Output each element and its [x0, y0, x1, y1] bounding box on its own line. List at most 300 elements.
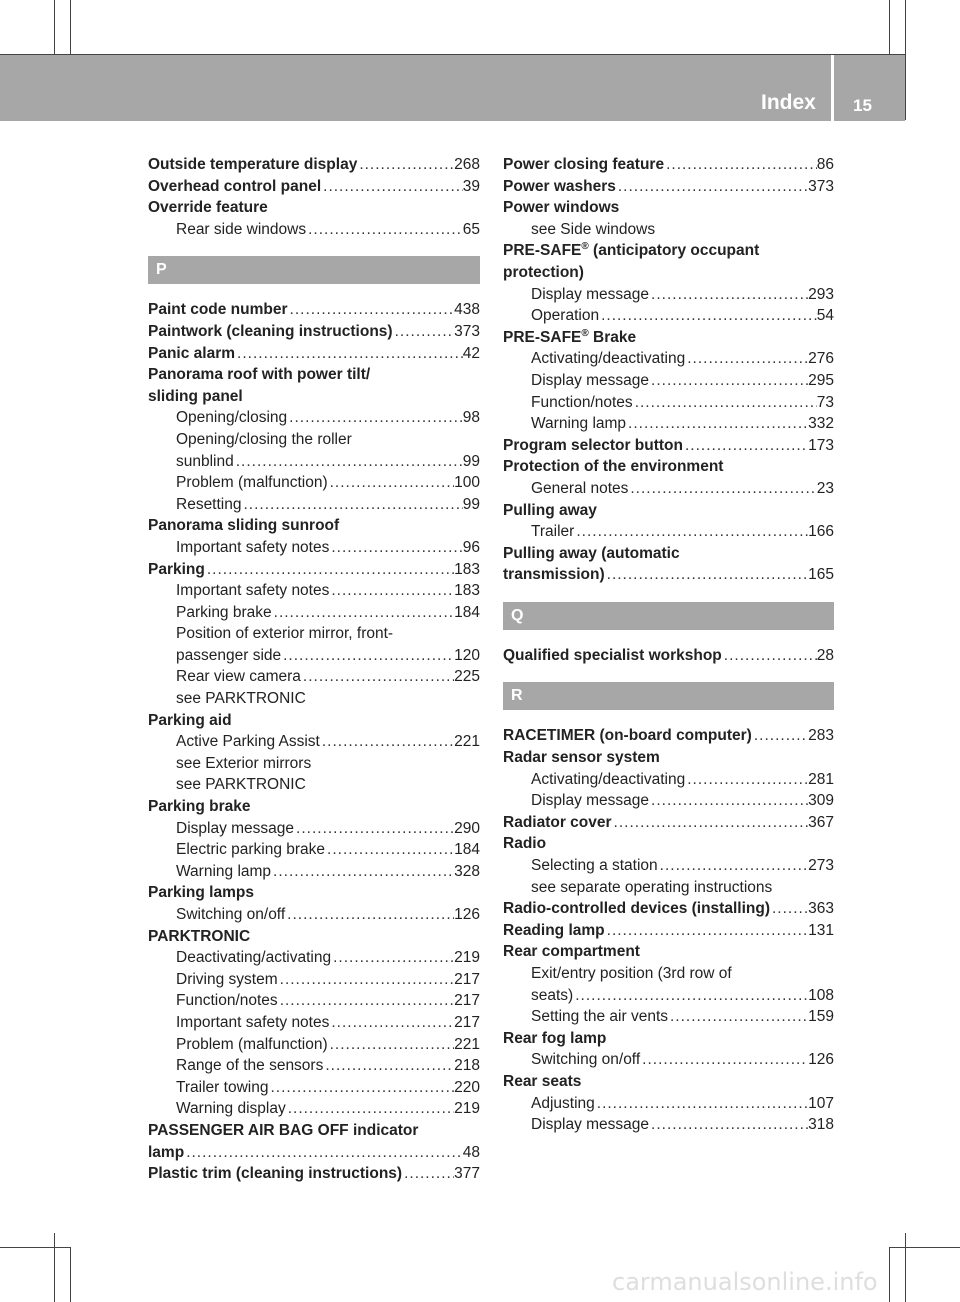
dot-leader [595, 1093, 808, 1115]
entry-term: Exit/entry position (3rd row of [531, 965, 732, 982]
header-divider [831, 55, 834, 121]
page-ref: 373 [808, 177, 834, 195]
index-entry[interactable] [503, 1114, 834, 1136]
index-entry[interactable] [148, 947, 480, 969]
dot-leader [329, 580, 454, 602]
entry-term: Driving system [176, 970, 278, 988]
page-ref: 373 [454, 322, 480, 340]
index-entry[interactable] [148, 602, 480, 624]
section-heading: Q [503, 602, 834, 630]
crop-mark [905, 0, 906, 120]
entry-term: Opening/closing [176, 409, 288, 427]
entry-term: Important safety notes [176, 538, 330, 556]
dot-leader [752, 725, 808, 747]
entry-term: Activating/deactivating [531, 350, 686, 368]
index-entry[interactable] [503, 725, 834, 747]
dot-leader [288, 299, 455, 321]
index-entry[interactable] [503, 176, 834, 198]
entry-term: PRE-SAFE [503, 242, 582, 260]
page-ref: 96 [462, 538, 480, 556]
dot-leader [331, 947, 454, 969]
index-entry[interactable] [503, 985, 834, 1007]
entry-term: Setting the air vents [531, 1008, 668, 1026]
index-line [503, 877, 834, 899]
dot-leader [605, 564, 808, 586]
crop-mark [889, 0, 890, 54]
entry-term: Activating/deactivating [531, 770, 686, 788]
entry-term: lamp [148, 1143, 185, 1161]
entry-term: Radar sensor system [503, 749, 660, 767]
index-line [148, 515, 480, 537]
index-entry[interactable] [148, 176, 480, 198]
crop-mark [0, 1247, 70, 1248]
page-ref: 73 [816, 393, 834, 411]
section-heading: P [148, 256, 480, 284]
dot-leader [329, 537, 462, 559]
page-ref: 281 [808, 770, 834, 788]
index-line [503, 262, 834, 284]
dot-leader [722, 645, 817, 667]
index-entry[interactable] [503, 855, 834, 877]
page-ref: 377 [454, 1165, 480, 1183]
page-ref: 290 [454, 819, 480, 837]
entry-term: Display message [531, 1116, 650, 1134]
index-entry[interactable] [503, 392, 834, 414]
index-entry[interactable] [503, 769, 834, 791]
page-ref: 309 [808, 792, 834, 810]
index-line [148, 429, 480, 451]
entry-term: see Side windows [531, 220, 656, 238]
entry-term: Adjusting [531, 1094, 595, 1112]
page-ref: 293 [808, 285, 834, 303]
entry-term: see Exterior mirrors [176, 754, 312, 772]
dot-leader [271, 861, 454, 883]
entry-term: seats) [531, 986, 574, 1004]
registered-mark: ® [581, 241, 589, 253]
index-entry[interactable] [148, 731, 480, 753]
index-entry[interactable] [503, 790, 834, 812]
page-ref: 367 [808, 813, 834, 831]
page-title: Index [761, 91, 816, 114]
entry-term: Pulling away (automatic [503, 544, 680, 562]
page-ref: 318 [808, 1116, 834, 1134]
index-entry[interactable] [148, 1077, 480, 1099]
index-line [503, 1028, 834, 1050]
dot-leader [393, 321, 455, 343]
section-heading: R [503, 682, 834, 710]
index-entry[interactable] [148, 494, 480, 516]
page-ref: 108 [808, 986, 834, 1004]
dot-leader [574, 521, 808, 543]
entry-term: Paint code number [148, 301, 288, 319]
entry-term: Problem (malfunction) [176, 1035, 328, 1053]
index-entry[interactable] [503, 1006, 834, 1028]
index-entry[interactable] [148, 990, 480, 1012]
dot-leader [268, 1077, 454, 1099]
page-ref: 295 [808, 371, 834, 389]
entry-term: Pulling away [503, 501, 597, 519]
page-ref: 438 [454, 301, 480, 319]
index-line [148, 364, 480, 386]
page-ref: 225 [454, 668, 480, 686]
dot-leader [321, 176, 463, 198]
entry-term: Protection of the environment [503, 458, 724, 476]
entry-term: Display message [176, 819, 295, 837]
dot-leader [668, 1006, 808, 1028]
page-ref: 273 [808, 857, 834, 875]
index-entry[interactable] [148, 818, 480, 840]
entry-term: Rear fog lamp [503, 1029, 607, 1047]
index-line [503, 327, 834, 349]
page-ref: 217 [454, 970, 480, 988]
entry-term: Program selector button [503, 436, 683, 454]
dot-leader [241, 494, 462, 516]
entry-term: Override feature [148, 199, 268, 217]
entry-term: Switching on/off [531, 1051, 641, 1069]
index-line [148, 197, 480, 219]
index-entry[interactable] [503, 564, 834, 586]
index-entry[interactable] [148, 1012, 480, 1034]
dot-leader [685, 348, 808, 370]
index-entry[interactable] [503, 1093, 834, 1115]
entry-term: Panic alarm [148, 344, 236, 362]
dot-leader [683, 435, 808, 457]
index-entry[interactable] [503, 348, 834, 370]
index-line [148, 386, 480, 408]
entry-term: Parking aid [148, 711, 232, 729]
entry-term: Panorama roof with power tilt/ [148, 366, 371, 384]
index-entry[interactable] [503, 521, 834, 543]
index-line [503, 963, 834, 985]
entry-term: Radiator cover [503, 813, 612, 831]
index-entry[interactable] [503, 898, 834, 920]
entry-term: transmission) [503, 566, 605, 584]
page-ref: 120 [454, 646, 480, 664]
crop-mark [889, 1247, 960, 1248]
dot-leader [616, 176, 808, 198]
index-entry[interactable] [148, 580, 480, 602]
entry-term: Position of exterior mirror, front- [176, 625, 394, 643]
entry-term: Display message [531, 371, 650, 389]
page-ref: 98 [462, 409, 480, 427]
entry-term: Warning display [176, 1100, 286, 1118]
page-ref: 42 [462, 344, 480, 362]
entry-term: Resetting [176, 495, 242, 513]
entry-term: Outside temperature display [148, 156, 358, 173]
entry-term: sliding panel [148, 387, 243, 405]
dot-leader [402, 1163, 454, 1185]
index-line [503, 240, 834, 262]
dot-leader [205, 559, 454, 581]
page-ref: 221 [454, 733, 480, 751]
index-entry[interactable] [148, 321, 480, 343]
entry-term: Parking brake [176, 603, 272, 621]
dot-leader [184, 1142, 463, 1164]
entry-term: Trailer [531, 523, 575, 541]
index-entry[interactable] [503, 645, 834, 667]
dot-leader [328, 1034, 455, 1056]
index-entry[interactable] [503, 413, 834, 435]
page-ref: 332 [808, 415, 834, 433]
index-line [148, 753, 480, 775]
entry-term: Rear seats [503, 1072, 582, 1090]
index-entry[interactable] [148, 299, 480, 321]
page-ref: 39 [462, 177, 480, 195]
page-ref: 126 [808, 1051, 834, 1069]
registered-mark: ® [581, 327, 589, 339]
page-ref: 221 [454, 1035, 480, 1053]
index-line [148, 882, 480, 904]
dot-leader [605, 920, 808, 942]
index-entry[interactable] [503, 154, 834, 176]
page-ref: 65 [462, 220, 480, 238]
entry-term: Display message [531, 792, 650, 810]
dot-leader [685, 769, 808, 791]
watermark: carmanualsonline.info [612, 1268, 878, 1296]
dot-leader [770, 898, 808, 920]
entry-term: Deactivating/activating [176, 949, 332, 967]
index-line [148, 710, 480, 732]
entry-term: Parking [148, 560, 205, 578]
entry-term: Warning lamp [176, 862, 272, 880]
index-column-right [503, 154, 834, 1136]
entry-term: PASSENGER AIR BAG OFF indicator [148, 1121, 419, 1139]
entry-term: Radio [503, 835, 547, 853]
dot-leader [633, 392, 817, 414]
page-ref: 126 [454, 906, 480, 923]
entry-term: Operation [531, 307, 600, 325]
index-line [503, 197, 834, 219]
entry-term: Power washers [503, 177, 616, 195]
dot-leader [278, 990, 454, 1012]
entry-term: protection) [503, 263, 584, 281]
page-ref: 184 [454, 841, 480, 859]
entry-term: Radio-controlled devices (installing) [503, 900, 770, 918]
page-ref: 99 [462, 452, 480, 470]
index-entry[interactable] [148, 154, 480, 176]
index-entry[interactable] [503, 284, 834, 306]
dot-leader [301, 666, 454, 688]
page-ref: 166 [808, 523, 834, 541]
page-ref: 183 [454, 582, 480, 600]
entry-term: Trailer towing [176, 1078, 269, 1096]
entry-term: Display message [531, 285, 650, 303]
dot-leader [664, 154, 817, 176]
index-line [148, 623, 480, 645]
dot-leader [285, 904, 454, 926]
crop-mark [70, 0, 71, 54]
page-ref: 328 [454, 862, 480, 880]
page-ref: 217 [454, 992, 480, 1010]
index-entry[interactable] [148, 343, 480, 365]
index-entry[interactable] [148, 472, 480, 494]
page-ref: 99 [462, 495, 480, 513]
index-entry[interactable] [503, 435, 834, 457]
index-line [148, 774, 480, 796]
index-entry[interactable] [148, 1098, 480, 1120]
index-line [148, 1120, 480, 1142]
entry-term: Parking brake [148, 798, 251, 816]
dot-leader [649, 1114, 808, 1136]
page-ref: 23 [816, 479, 834, 497]
page-ref: 220 [454, 1078, 480, 1096]
page-number: 15 [853, 96, 872, 115]
page-ref: 219 [454, 1100, 480, 1118]
crop-mark [889, 1247, 890, 1302]
dot-leader [281, 645, 454, 667]
page-ref: 363 [808, 900, 834, 918]
index-entry[interactable] [148, 1034, 480, 1056]
entry-term: RACETIMER (on-board computer) [503, 727, 752, 745]
entry-term: sunblind [176, 452, 234, 470]
index-line [503, 500, 834, 522]
dot-leader [357, 154, 454, 176]
entry-term: Active Parking Assist [176, 733, 320, 751]
entry-term: PARKTRONIC [148, 927, 251, 945]
index-entry[interactable] [148, 1142, 480, 1164]
index-line [503, 747, 834, 769]
entry-term: Selecting a station [531, 857, 658, 875]
entry-term: Function/notes [531, 393, 633, 411]
index-entry[interactable] [148, 861, 480, 883]
index-entry[interactable] [503, 920, 834, 942]
index-entry[interactable] [148, 645, 480, 667]
dot-leader [278, 969, 454, 991]
entry-term: Rear view camera [176, 668, 301, 686]
entry-term: Opening/closing the roller [176, 430, 352, 448]
index-entry[interactable] [503, 305, 834, 327]
dot-leader [573, 985, 808, 1007]
dot-leader [272, 602, 454, 624]
entry-term: Rear side windows [176, 220, 307, 238]
page-ref: 183 [454, 560, 480, 578]
entry-term: Paintwork (cleaning instructions) [148, 322, 393, 340]
index-entry[interactable] [148, 219, 480, 241]
dot-leader [658, 855, 808, 877]
dot-leader [287, 407, 463, 429]
dot-leader [234, 451, 463, 473]
entry-term: Rear compartment [503, 943, 640, 961]
index-line [503, 941, 834, 963]
dot-leader [626, 413, 808, 435]
index-line [503, 833, 834, 855]
entry-term: see PARKTRONIC [176, 776, 306, 794]
page-ref: 100 [454, 474, 480, 492]
dot-leader [649, 790, 808, 812]
entry-term: Panorama sliding sunroof [148, 517, 340, 535]
dot-leader [294, 818, 454, 840]
index-entry[interactable] [148, 559, 480, 581]
index-entry[interactable] [503, 370, 834, 392]
dot-leader [640, 1049, 808, 1071]
entry-term: General notes [531, 479, 629, 497]
index-entry[interactable] [148, 1055, 480, 1077]
entry-term: Switching on/off [176, 906, 286, 923]
index-entry[interactable] [148, 451, 480, 473]
page-ref: 48 [462, 1143, 480, 1161]
index-line [503, 456, 834, 478]
page-ref: 283 [808, 727, 834, 745]
dot-leader [649, 370, 808, 392]
page-ref: 218 [454, 1057, 480, 1075]
index-entry[interactable] [148, 666, 480, 688]
dot-leader [235, 343, 463, 365]
index-line [503, 219, 834, 241]
page-ref: 184 [454, 603, 480, 621]
entry-term: Plastic trim (cleaning instructions) [148, 1165, 403, 1183]
page-ref: 165 [808, 566, 834, 584]
page-ref: 268 [454, 156, 480, 173]
entry-term: Reading lamp [503, 921, 605, 939]
entry-term: Power closing feature [503, 156, 665, 173]
entry-term: Important safety notes [176, 1013, 330, 1031]
index-line [503, 543, 834, 565]
index-entry[interactable] [148, 1163, 480, 1185]
dot-leader [306, 219, 463, 241]
entry-term: Warning lamp [531, 415, 627, 433]
index-entry[interactable] [148, 904, 480, 926]
crop-mark [70, 1247, 71, 1302]
crop-mark [54, 1233, 55, 1302]
dot-leader [612, 812, 809, 834]
page-ref: 107 [808, 1094, 834, 1112]
page-ref: 54 [816, 307, 834, 325]
entry-term: Parking lamps [148, 884, 254, 902]
page-ref: 159 [808, 1008, 834, 1026]
index-entry[interactable] [503, 1049, 834, 1071]
entry-term-suffix: (anticipatory occupant [588, 242, 760, 260]
dot-leader [628, 478, 816, 500]
index-entry[interactable] [148, 537, 480, 559]
dot-leader [329, 1012, 454, 1034]
dot-leader [320, 731, 454, 753]
entry-term-suffix: Brake [588, 328, 637, 346]
page-ref: 131 [808, 921, 834, 939]
dot-leader [325, 839, 454, 861]
entry-term: Overhead control panel [148, 177, 322, 195]
crop-mark [905, 1233, 906, 1302]
entry-term: Function/notes [176, 992, 278, 1010]
entry-term: see PARKTRONIC [176, 690, 306, 708]
index-column-left [148, 154, 480, 1185]
dot-leader [323, 1055, 454, 1077]
index-line [148, 796, 480, 818]
dot-leader [286, 1098, 454, 1120]
index-line [148, 926, 480, 948]
entry-term: Qualified specialist workshop [503, 646, 722, 664]
page-ref: 276 [808, 350, 834, 368]
page-ref: 173 [808, 436, 834, 454]
entry-term: Important safety notes [176, 582, 330, 600]
index-line [503, 1071, 834, 1093]
page-ref: 219 [454, 949, 480, 967]
dot-leader [599, 305, 817, 327]
index-entry[interactable] [148, 969, 480, 991]
index-line [148, 688, 480, 710]
dot-leader [328, 472, 455, 494]
entry-term: Electric parking brake [176, 841, 326, 859]
index-entry[interactable] [148, 407, 480, 429]
dot-leader [649, 284, 808, 306]
entry-term: PRE-SAFE [503, 328, 582, 346]
index-entry[interactable] [503, 812, 834, 834]
index-entry[interactable] [148, 839, 480, 861]
entry-term: passenger side [176, 646, 282, 664]
entry-term: Power windows [503, 199, 620, 217]
entry-term: Problem (malfunction) [176, 474, 328, 492]
index-entry[interactable] [503, 478, 834, 500]
page-ref: 28 [816, 646, 834, 664]
